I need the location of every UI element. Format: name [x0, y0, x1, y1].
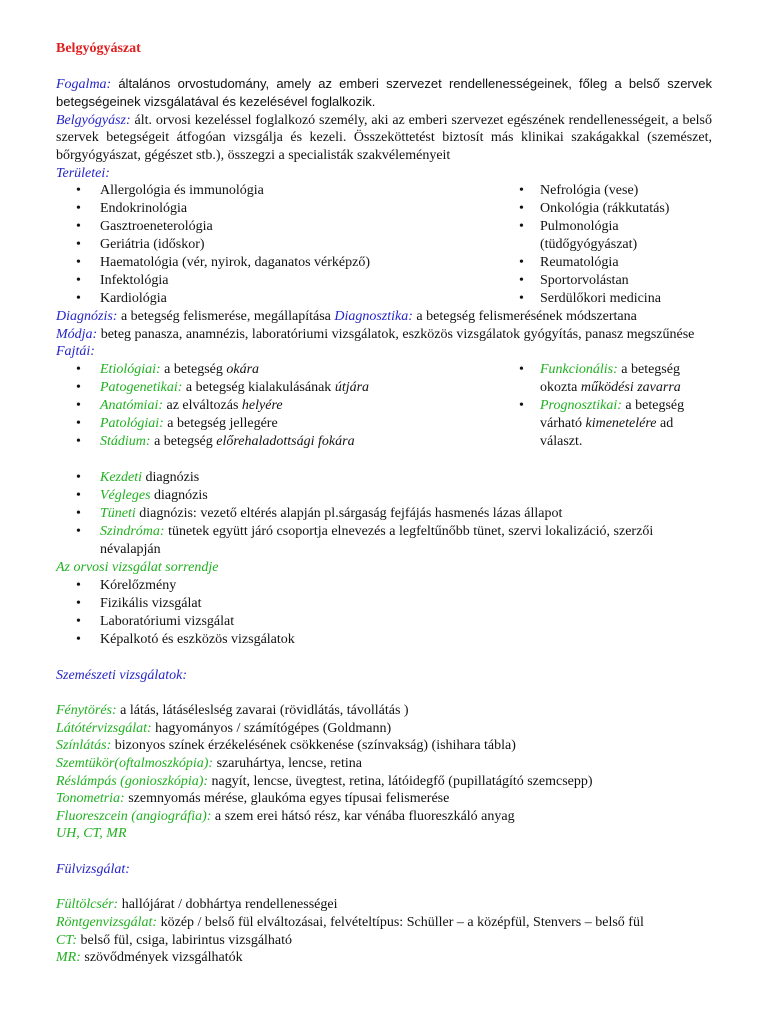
diagnosis-type-item: [56, 487, 712, 505]
list-item: • Laboratóriumi vizsgálat: [56, 613, 712, 631]
diagnosis-type-label: Kezdeti: [100, 469, 142, 485]
ful-row-label: MR:: [56, 950, 81, 966]
list-item: • Gasztroeneterológia: [56, 218, 516, 236]
diagnozis-label: Diagnózis:: [56, 309, 118, 325]
modja-line: [56, 326, 712, 344]
szemeszeti-row-label: Szemtükör(oftalmoszkópia):: [56, 755, 214, 771]
fajta-label: Stádium:: [100, 433, 151, 449]
szemeszeti-row-text: nagyít, lencse, üvegtest, retina, látóidegfő (pupillatágító szemcsepp): [211, 773, 593, 789]
list-item: • Fizikális vizsgálat: [56, 595, 712, 613]
teruletei-label: Területei:: [56, 165, 110, 181]
fajta-text: a betegség kialakulásának: [185, 379, 332, 395]
fajta-text: az elváltozás: [166, 397, 239, 413]
teruletei-right-list: [516, 182, 712, 308]
szemeszeti-row-text: hagyományos / számítógépes (Goldmann): [155, 720, 392, 736]
fajta-item: [516, 397, 712, 451]
szemeszeti-row: [56, 755, 712, 773]
szemeszeti-row-label: Fénytörés:: [56, 703, 117, 719]
fajta-text: a betegség jellegére: [167, 415, 278, 431]
szemeszeti-row-text: bizonyos színek érzékelésének csökkenése (színvakság) (ishihara tábla): [114, 738, 516, 754]
diagnosis-type-label: Végleges: [100, 487, 151, 503]
diagnosis-type-label: Szindróma:: [100, 523, 165, 539]
fajta-post: ad választ.: [540, 415, 674, 449]
sorrend-label: Az orvosi vizsgálat sorrendje: [56, 559, 219, 575]
szemeszeti-heading: Szemészeti vizsgálatok:: [56, 667, 188, 683]
diagnosis-type-item: [56, 523, 712, 559]
szemeszeti-row-label: Látótérvizsgálat:: [56, 720, 152, 736]
diagnosis-type-text: tünetek együtt járó csoportja elnevezés a legfeltűnőbb tünet, szervi lokalizáció, szerzői névalapján: [100, 523, 654, 557]
diagnozis-text: a betegség felismerése, megállapítása: [120, 309, 331, 325]
fajta-emphasis: működési zavarra: [580, 379, 681, 395]
list-item: • Képalkotó és eszközös vizsgálatok: [56, 631, 712, 649]
szemeszeti-row: [56, 737, 712, 755]
szemeszeti-row: [56, 808, 712, 826]
szemeszeti-rows: [56, 702, 712, 843]
list-item: • Reumatológia: [516, 254, 712, 272]
ful-rows: [56, 896, 712, 966]
szemeszeti-row: [56, 773, 712, 791]
ful-row-label: CT:: [56, 932, 78, 948]
szemeszeti-row-text: a szem erei hátsó rész, kar vénába fluoreszkáló anyag: [214, 808, 515, 824]
teruletei-left-list: [56, 182, 516, 308]
szemeszeti-row: [56, 790, 712, 808]
szemeszeti-row-label: Fluoreszcein (angiográfia):: [56, 808, 212, 824]
list-item: • Endokrinológia: [56, 200, 516, 218]
list-item: • Infektológia: [56, 272, 516, 290]
diagnosztika-label: Diagnosztika:: [334, 309, 413, 325]
list-item: • Kórelőzmény: [56, 577, 712, 595]
modja-label: Módja:: [56, 326, 98, 342]
belgyogyasz-paragraph: [56, 112, 712, 165]
fajtai-right-list: [516, 361, 712, 451]
szemeszeti-row-label: Réslámpás (gonioszkópia):: [56, 773, 209, 789]
list-item: • Serdülőkori medicina: [516, 290, 712, 308]
szemeszeti-row-label: Tonometria:: [56, 791, 125, 807]
fogalma-label: Fogalma:: [56, 76, 112, 92]
diagnosztika-text: a betegség felismerésének módszertana: [416, 309, 637, 325]
sorrend-list: [56, 577, 712, 649]
document-page: [56, 40, 712, 967]
ful-row-text: belső fül, csiga, labirintus vizsgálható: [80, 932, 293, 948]
szemeszeti-row-text: szaruhártya, lencse, retina: [216, 755, 362, 771]
diagnozis-line: [56, 308, 712, 326]
ful-row: [56, 914, 712, 932]
ful-row-text: hallójárat / dobhártya rendellenességei: [121, 897, 338, 913]
diagnosis-type-item: [56, 505, 712, 523]
fajta-emphasis: útjára: [334, 379, 370, 395]
fajta-text: a betegség: [154, 433, 213, 449]
fajta-text: a betegség: [164, 361, 223, 377]
list-item: • Pulmonológia (tüdőgyógyászat): [516, 218, 712, 254]
fajta-text: a betegség okozta: [540, 361, 680, 395]
fajta-item: [56, 361, 516, 379]
teruletei-columns: [56, 182, 712, 308]
fajta-label: Anatómiai:: [100, 397, 163, 413]
fajta-item: [56, 415, 516, 433]
szemeszeti-row-text: szemnyomás mérése, glaukóma egyes típusai felismerése: [128, 791, 450, 807]
fajta-item: [516, 361, 712, 397]
fogalma-paragraph: [56, 75, 712, 112]
szemeszeti-row: [56, 720, 712, 738]
diagnosis-type-text: diagnózis: [145, 469, 200, 485]
ful-row: [56, 949, 712, 967]
fajta-label: Prognosztikai:: [540, 397, 622, 413]
fogalma-text: általános orvostudomány, amely az emberi szervezet rendellenességeinek, főleg a belső szervek betegségeinek vizsgálatával és kezelésével foglalkozik.: [56, 75, 712, 110]
list-item: • Haematológia (vér, nyirok, daganatos vérképző): [56, 254, 516, 272]
fajta-emphasis: előrehaladottsági fokára: [216, 433, 355, 449]
szemeszeti-row-label: UH, CT, MR: [56, 826, 127, 842]
list-item: • Kardiológia: [56, 290, 516, 308]
list-item: • Onkológia (rákkutatás): [516, 200, 712, 218]
ful-row: [56, 896, 712, 914]
fajta-item: [56, 433, 516, 451]
fajta-label: Etiológiai:: [100, 361, 161, 377]
fajta-label: Funkcionális:: [540, 361, 618, 377]
diagnosis-type-text: diagnózis: vezető eltérés alapján pl.sárgaság fejfájás hasmenés lázas állapot: [139, 505, 563, 521]
ful-heading: Fülvizsgálat:: [56, 861, 130, 877]
fajta-item: [56, 397, 516, 415]
fajtai-columns: [56, 361, 712, 451]
fajta-item: [56, 379, 516, 397]
ful-row-label: Fültölcsér:: [56, 897, 119, 913]
ful-row-text: közép / belső fül elváltozásai, felvételtípus: Schüller – a középfül, Stenvers – belső fül: [160, 915, 644, 931]
fajta-label: Patogenetikai:: [100, 379, 183, 395]
belgyogyasz-label: Belgyógyász:: [56, 112, 131, 128]
diagnosis-type-item: [56, 469, 712, 487]
fajta-label: Patológiai:: [100, 415, 164, 431]
list-item: • Allergológia és immunológia: [56, 182, 516, 200]
page-title: Belgyógyászat: [56, 41, 141, 56]
fajtai-label: Fajtái:: [56, 344, 95, 360]
modja-text: beteg panasza, anamnézis, laboratóriumi vizsgálatok, eszközös vizsgálatok gyógyítás, panasz megszűnése: [100, 326, 695, 342]
diagnosis-type-label: Tüneti: [100, 505, 136, 521]
fajtai-left-list: [56, 361, 516, 451]
szemeszeti-row-text: a látás, látáséleslség zavarai (rövidlátás, távollátás ): [120, 703, 409, 719]
belgyogyasz-text: ált. orvosi kezeléssel foglalkozó személy, aki az emberi szervezet egészének rendellenességeit, a belső szervek betegségeit átfogóan vizsgálja és kezeli. Összeköttetést biztosít más klinikai szakágakkal (szemészet, bőrgyógyászat, gégészet stb.), összegzi a specialisták szakvéleményeit: [56, 112, 712, 163]
list-item: • Sportorvolástan: [516, 272, 712, 290]
szemeszeti-row-label: Színlátás:: [56, 738, 112, 754]
list-item: • Geriátria (időskor): [56, 236, 516, 254]
list-item: • Nefrológia (vese): [516, 182, 712, 200]
diagnosis-types-list: [56, 469, 712, 559]
diagnosis-type-text: diagnózis: [154, 487, 208, 503]
fajta-text: a betegség várható: [540, 397, 685, 431]
fajta-emphasis: helyére: [241, 397, 283, 413]
fajta-emphasis: kimenetelére: [585, 415, 657, 431]
ful-row-label: Röntgenvizsgálat:: [56, 915, 158, 931]
szemeszeti-row: [56, 702, 712, 720]
ful-row: [56, 932, 712, 950]
fajta-emphasis: okára: [226, 361, 260, 377]
ful-row-text: szövődmények vizsgálhatók: [84, 950, 243, 966]
szemeszeti-row: [56, 825, 712, 843]
